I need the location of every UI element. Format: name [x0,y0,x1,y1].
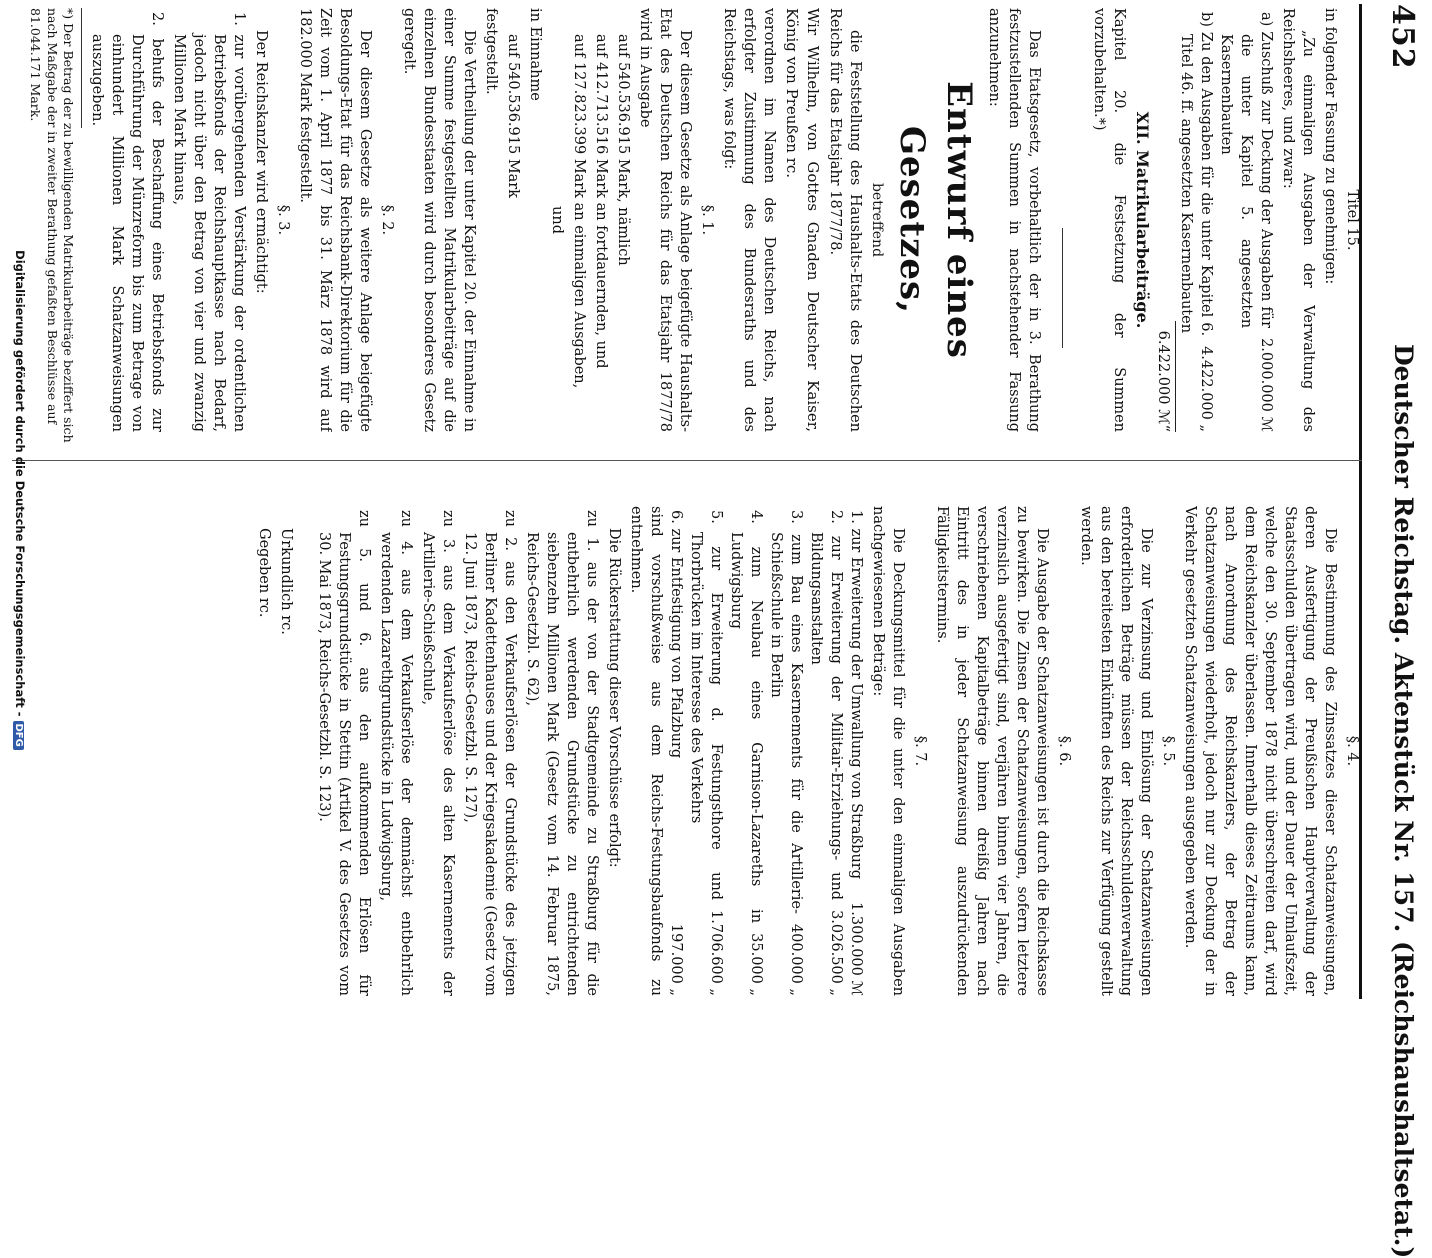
und-label: und [549,206,566,234]
section-5-heading: §. 5. [1160,735,1176,767]
betreffend-label: betreffend [869,182,886,258]
deckung-item-4 [726,506,766,996]
deckung-item-5-amount: 1.706.600 „ [708,910,724,996]
law-subject: die Feststellung des Haushalts-Etats des Deutschen Reichs für das Etatsjahr 1877/78. [826,8,863,432]
deckung-item-2-text: 2. zur Erweiterung der Militair-Erziehungs- und Bildungsanstalten [808,510,844,901]
running-title: Deutscher Reichstag. Aktenstück Nr. 157. (Reichshaushaltsetat.) [1389,344,1418,1258]
section-2-heading: §. 2. [379,204,396,236]
section-4-heading: §. 4. [1344,735,1360,767]
item-b-amount: 4.422.000 „ [1198,346,1214,432]
deckung-item-6 [666,506,686,996]
section-4-text: Die Bestimmung des Zinssatzes dieser Schatzanweisungen, deren Ausfertigung der Preußischen Hauptverwaltung der Staatsschulden übertragen wird, und der Dauer der Umlaufszeit, welche den 30. September 1878 nicht überschreiten darf, wird dem Reichskanzler überlassen. Innerhalb dieses Zeitraums kann, nach Anordnung des Reichskanzlers, der Betrag der Schatzanweisungen wiederholt, jedoch nur zur Deckung der in Verkehr gesetzten Schatzanweisungen ausgegeben werden. [1182,506,1338,996]
section-3-text: Der Reichskanzler wird ermächtigt: [253,30,270,294]
divider-rule [1062,228,1063,348]
rueckerstattung-4: zu 4. aus dem Verkaufserlöse der demnächst entbehrlich werdenden Lazarethgrundstücke in Ludwigsburg, [378,510,414,996]
dfg-logo: DFG [13,721,24,750]
digitization-credit [11,0,27,1000]
einnahme-label: in Einnahme [527,8,544,101]
section-3-item-2: 2. behufs der Beschaffung eines Betriebsfonds zur Durchführung der Münzreform bis zum Betrage von einhundert Millionen Mark Schatzanweisungen auszugeben. [89,12,166,432]
section-xii-heading: XII. Matrikularbeiträge. [1133,111,1152,329]
section-3-heading: §. 3. [275,204,292,236]
deckung-item-2 [806,506,846,996]
item-a-amount: 2.000.000 ℳ [1258,338,1274,432]
page-header [1370,4,1420,1258]
rueckerstattung-2: zu 2. aus den Verkaufserlösen der Grundstücke des jetzigen Berliner Kadettenhauses und der Kriegsakademie (Gesetz vom 12. Juni 1873, Reichs-Gesetzbl. S. 127), [462,510,518,996]
verordnen-paragraph: verordnen im Namen des Deutschen Reichs, nach erfolgter Zustimmung des Bundesraths und des Reichstags, was folgt: [721,8,778,432]
section-7-heading: §. 7. [912,735,928,767]
deckung-item-1-text: 1. zur Erweiterung der Umwallung von Straßburg [848,510,864,880]
deckung-item-5 [686,506,726,996]
left-p2: „Zu einmaligen Ausgaben der Verwaltung des Reichsheeres, und zwar: [1280,8,1316,432]
rueckerstattung-5: zu 5. und 6. aus den aufkommenden Erlösen für Festungsgrundstücke in Stettin (Artikel V. des Gesetzes vom 30. Mai 1873, Reichs-Gesetzbl. S. 123). [316,510,372,996]
draft-law-heading: Entwurf eines Gesetzes, [892,81,979,359]
etat-paragraph: Das Etatsgesetz, vorbehaltlich der in 3. Berathung festzustellenden Summen in nachstehender Fassung anzunehmen: [985,8,1042,432]
deckung-item-3-amount: 400.000 „ [788,923,804,996]
page-number: 452 [1385,4,1420,70]
item-b-text: b) Zu den Ausgaben für die unter Kapitel 6. Titel 46. ff. angesetzten Kasernenbauten [1178,12,1214,337]
section-1-heading: §. 1. [699,204,716,236]
deckung-item-3 [766,506,806,996]
digitization-credit-text: Digitalisierung gefördert durch die Deutsche Forschungsgemeinschaft - [13,250,27,717]
wir-wilhelm: Wir Wilhelm, von Gottes Gnaden Deutscher Kaiser, König von Preußen rc. [783,8,822,432]
deckung-item-1 [846,506,866,996]
right-column [25,506,1362,996]
deckung-item-6-text: 6. zur Entfestigung von Pfalzburg [668,510,684,759]
titel-heading: Titel 15. [1344,189,1360,251]
deckung-item-5-text: 5. zur Erweiterung d. Festungsthore und Thorbrücken im Interesse des Verkehrs [688,510,724,901]
section-6-heading: §. 6. [1056,735,1072,767]
footnote-rule [81,8,82,128]
left-column [25,8,1362,432]
deckung-item-1-amount: 1.300.000 ℳ [848,902,864,996]
section-5-text: Die zur Verzinsung und Einlösung der Schatzanweisungen erforderlichen Beträge müssen der Reichsschuldenverwaltung aus den bereitesten Einkünften des Reichs zur Verfügung gestellt werden. [1078,506,1154,996]
rueckerstattung-3: zu 3. aus dem Verkaufserlöse des alten Kasernements der Artillerie-Schießschule, [420,510,456,996]
total-amount: 6.422.000 ℳ“ [1153,321,1176,432]
deckung-item-6-amount: 197.000 „ [668,923,684,996]
rueckerstattung-intro: Die Rückerstattung dieser Vorschüsse erfolgt: [606,528,622,868]
item-a [1216,8,1276,432]
section-1-amount-2: auf 412.713.516 Mark an fortdauernden, und [593,34,610,369]
left-p1: in folgender Fassung zu genehmigen: [1322,8,1338,285]
section-1-amount-1: auf 540.536.915 Mark, nämlich [615,34,632,266]
section-7-text: Die Deckungsmittel für die unter den einmaligen Ausgaben nachgewiesenen Beträge: [870,506,906,996]
column-divider [12,460,1362,461]
deckung-item-4-text: 4. zum Neubau eines Garnison-Lazareths in Ludwigsburg [728,510,764,924]
deckung-item-3-text: 3. zum Bau eines Kasernements für die Artillerie-Schießschule in Berlin [768,510,804,914]
item-b [1176,8,1216,432]
urkundlich-label: Urkundlich rc. [278,528,294,635]
section-2-text: Der diesem Gesetze als weitere Anlage beigefügte Besoldungs-Etat für das Reichsbank-Direktorium für die Zeit vom 1. April 1877 bis 31. März 1878 wird auf 182.000 Mark festgestellt. [297,8,374,432]
deckung-item-2-amount: 3.026.500 „ [828,910,844,996]
item-a-text: a) Zuschuß zur Deckung der Ausgaben für die unter Kapitel 5. angesetzten Kasernenbauten [1218,12,1274,329]
gegeben-label: Gegeben rc. [256,528,272,618]
vertheilung-paragraph: Die Vertheilung der unter Kapitel 20. der Einnahme in einer Summe festgestellten Matrikularbeiträge auf die einzelnen Bundesstaaten wird durch besonderes Gesetz geregelt. [401,8,478,432]
section-1-text: Der diesem Gesetze als Anlage beigefügte Haushalts-Etat des Deutschen Reichs für das Etatsjahr 1877/78 wird in Ausgabe [637,8,694,432]
footnote: *) Der Betrag der zu bewilligenden Matrikularbeiträge beziffert sich nach Maßgabe der in zweiter Berathung gefaßten Beschlüsse auf 81.044.171 Mark. [28,8,76,443]
festgestellt-label: festgestellt. [483,8,500,95]
section-3-item-1: 1. zur vorübergehenden Verstärkung der ordentlichen Betriebsfonds der Reichshauptkasse nach Bedarf, jedoch nicht über den Betrag von vier und zwanzig Millionen Mark hinaus, [171,12,248,432]
deckung-item-4-amount: 35.000 „ [748,933,764,996]
total-row [1153,8,1176,432]
section-1-amount-3: auf 127.823.399 Mark an einmaligen Ausgaben, [571,34,588,389]
deckung-continuation: sind vorschußweise aus dem Reichs-Festungsbaufonds zu entnehmen. [628,506,664,996]
rueckerstattung-1: zu 1. aus der von der Stadtgemeinde zu Straßburg für die entbehrlich werdenden Grundstücke zu entrichtenden siebenzehn Millionen Mark (Gesetz vom 14. Februar 1875, Reichs-Gesetzbl. S. 62), [524,510,600,996]
section-6-text: Die Ausgabe der Schatzanweisungen ist durch die Reichskasse zu bewirken. Die Zinsen der Schatzanweisungen, sofern letztere verzinslich ausgefertigt sind, verjähren binnen vier Jahren, die verschriebenen Kapitalbeträge binnen dreißig Jahren nach Eintritt des in jeder Schatzanweisung auszudrückenden Fälligkeitstermins. [934,506,1050,996]
kapitel-20: Kapitel 20. die Festsetzung der Summen vorzubehalten.*) [1090,8,1127,432]
einnahme-amount: auf 540.536.915 Mark [505,34,522,199]
